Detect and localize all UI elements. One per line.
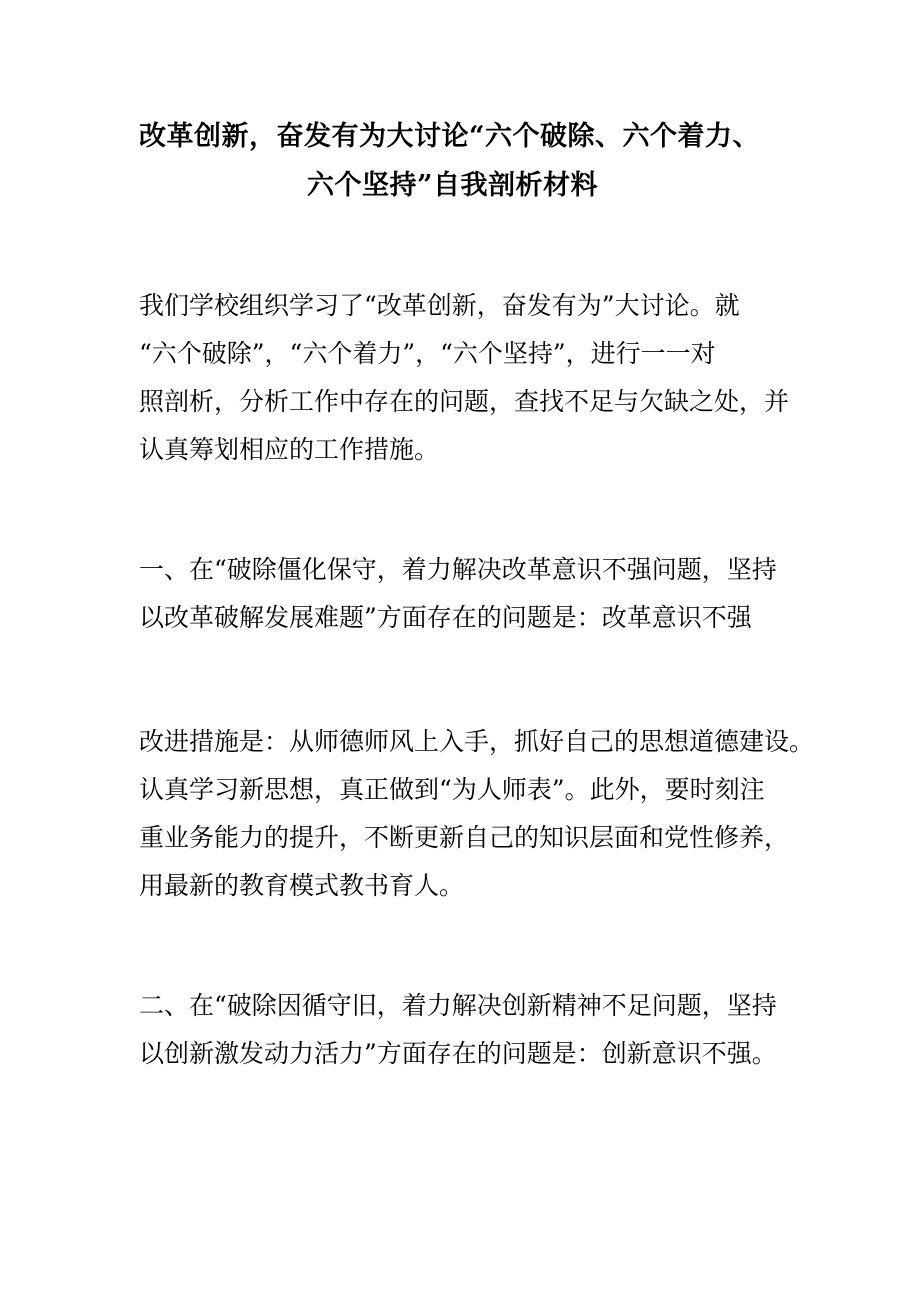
section-1-paragraph: [139, 546, 789, 642]
paragraph-line: 一、在“破除僵化保守，着力解决改革意识不强问题，坚持: [139, 555, 777, 584]
paragraph-line: 我们学校组织学习了“改革创新，奋发有为”大讨论。就: [139, 291, 740, 320]
paragraph-line: 照剖析，分析工作中存在的问题，查找不足与欠缺之处，并: [139, 387, 790, 416]
paragraph-line: 二、在“破除因循守旧，着力解决创新精神不足问题，坚持: [139, 991, 777, 1020]
document-title-line-1: 改革创新，奋发有为大讨论“六个破除、六个着力、: [139, 121, 761, 152]
paragraph-line: 改进措施是：从师德师风上入手，抓好自己的思想道德建设。: [139, 727, 815, 756]
paragraph-line: 以创新激发动力活力”方面存在的问题是：创新意识不强。: [139, 1039, 777, 1068]
paragraph-line: 用最新的教育模式教书育人。: [139, 871, 465, 900]
paragraph-line: 重业务能力的提升，不断更新自己的知识层面和党性修养，: [139, 823, 790, 852]
paragraph-line: 以改革破解发展难题”方面存在的问题是：改革意识不强: [139, 603, 752, 632]
section-2-paragraph: [139, 982, 789, 1078]
intro-paragraph: [139, 282, 789, 474]
measures-1-paragraph: [139, 718, 815, 910]
paragraph-line: “六个破除”，“六个着力”，“六个坚持”，进行一一对: [139, 339, 716, 368]
document-title-line-2: 六个坚持”自我剖析材料: [307, 170, 599, 201]
paragraph-line: 认真学习新思想，真正做到“为人师表”。此外，要时刻注: [139, 775, 765, 804]
paragraph-line: 认真筹划相应的工作措施。: [139, 435, 440, 464]
